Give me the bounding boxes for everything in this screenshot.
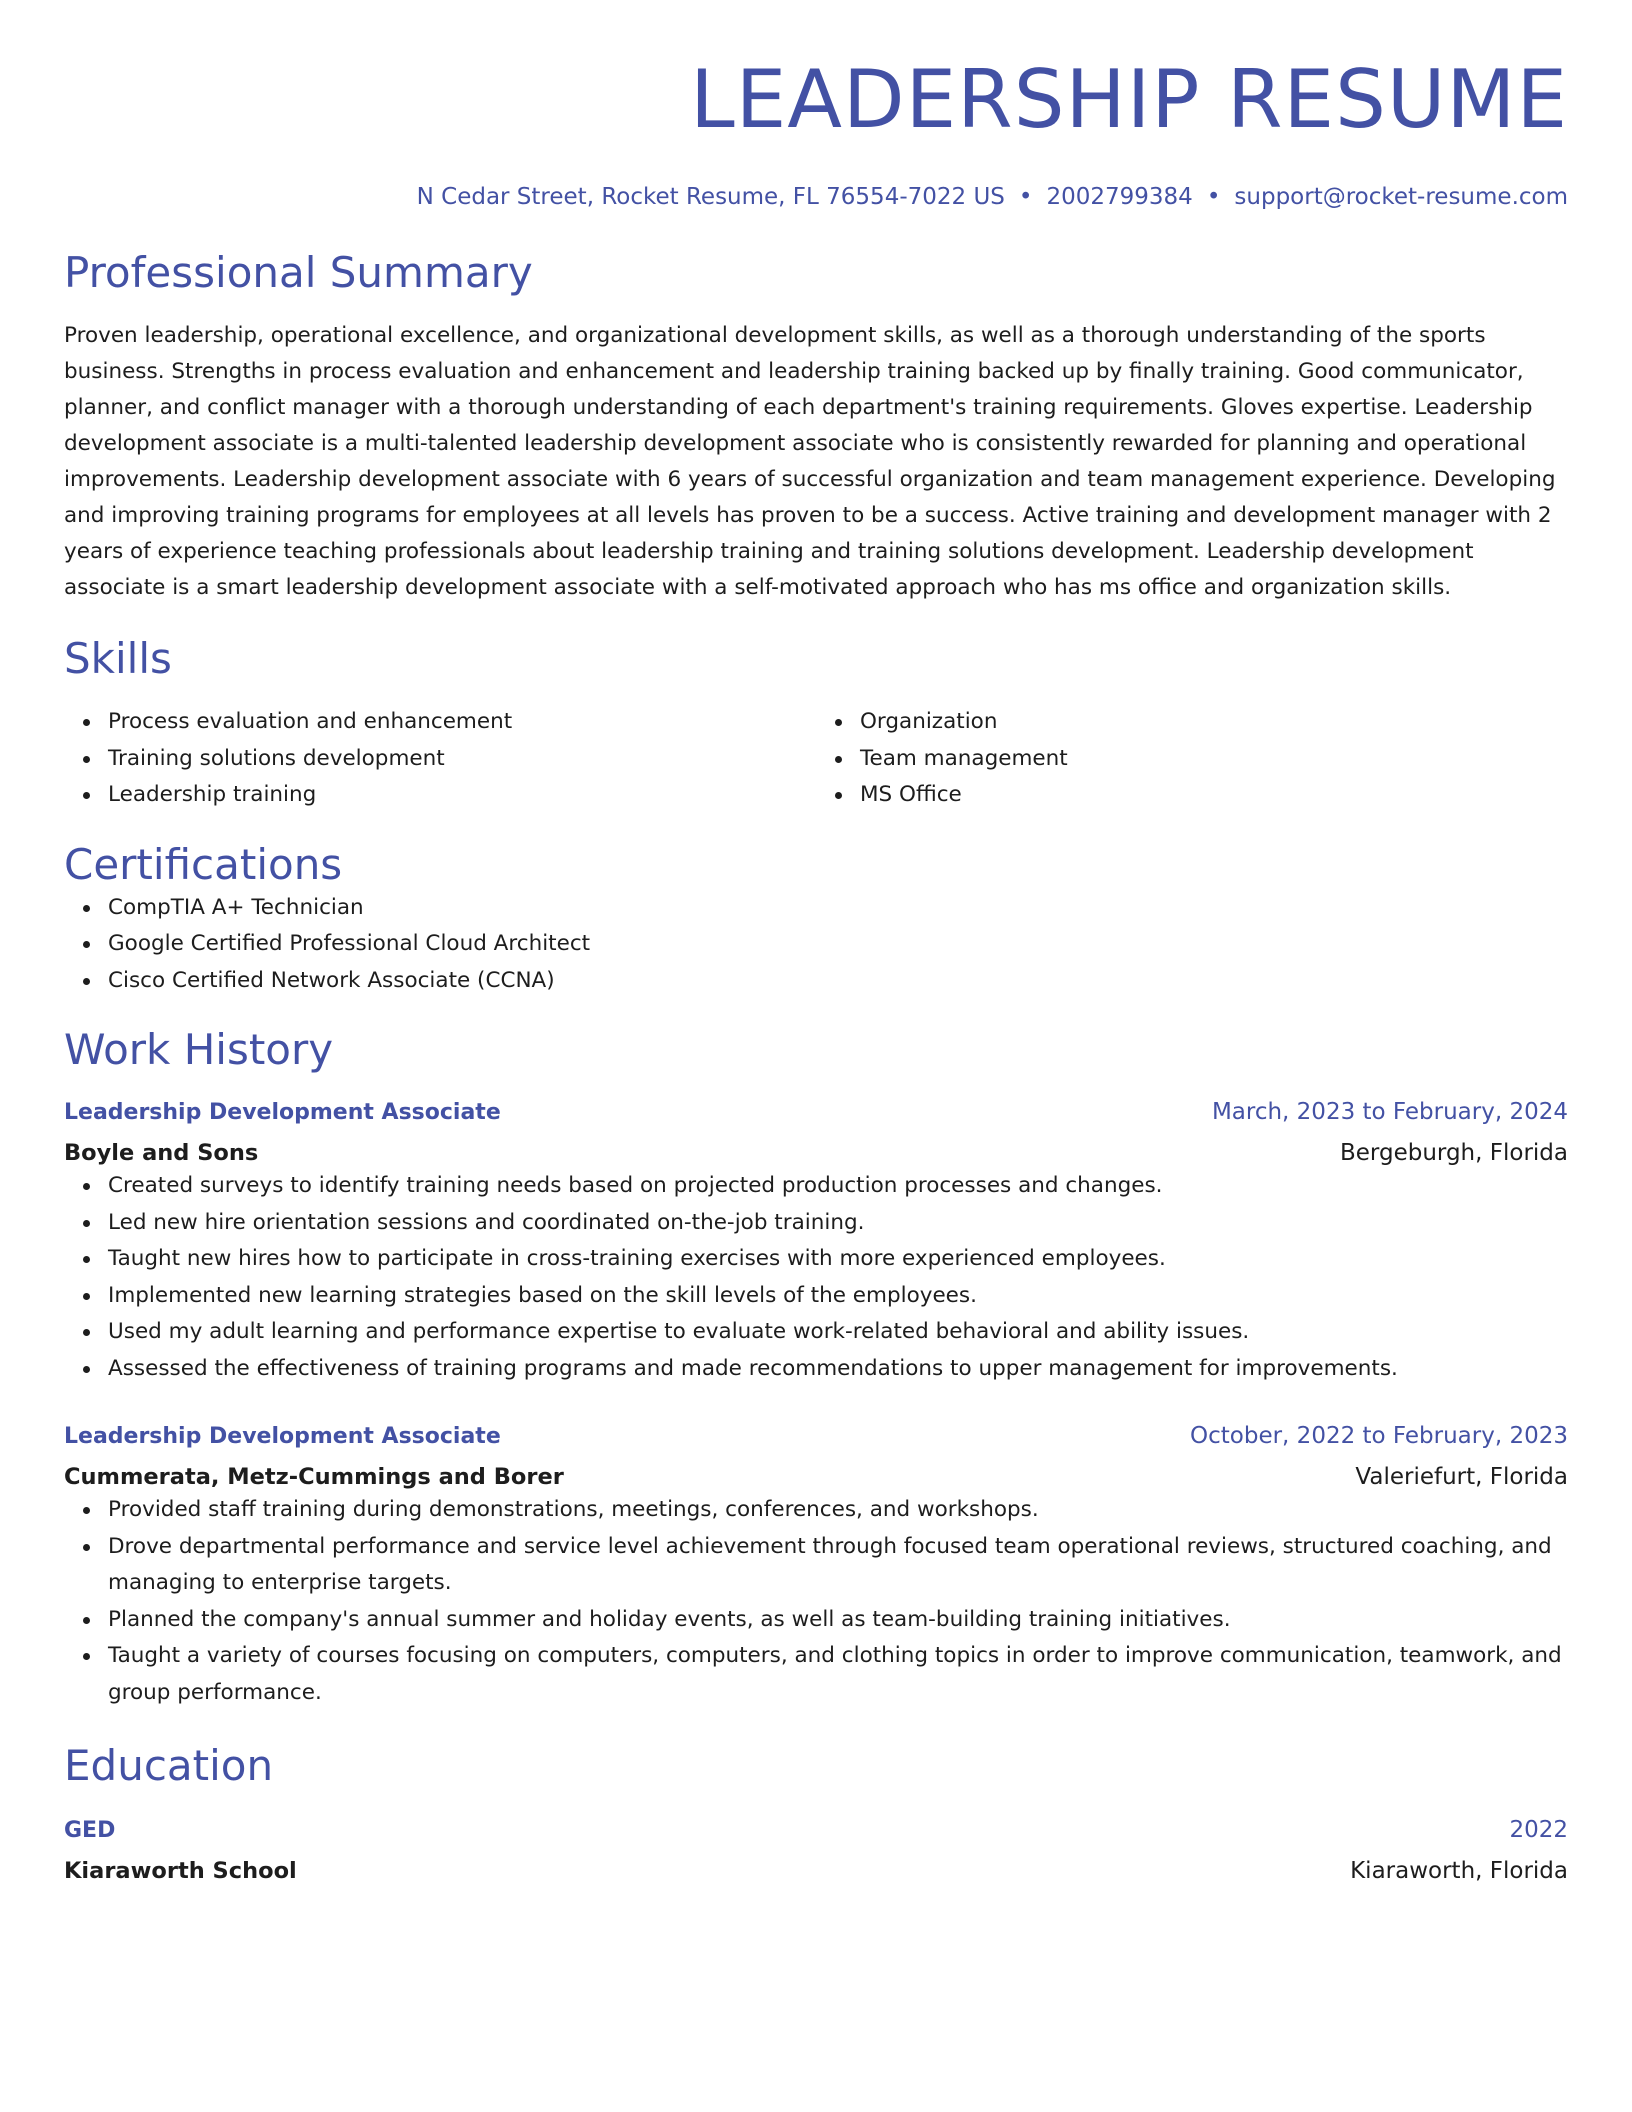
job-bullet: Planned the company's annual summer and holiday events, as well as team-building training initiatives. [108, 1602, 1568, 1639]
certifications-section [64, 840, 1568, 1000]
job-entry [64, 1421, 1568, 1711]
job-entry [64, 1097, 1568, 1387]
contact-separator: • [1206, 184, 1221, 210]
education-year: 2022 [1509, 1817, 1568, 1843]
skills-title: Skills [64, 634, 172, 683]
job-bullet: Created surveys to identify training needs based on projected production processes and changes. [108, 1168, 1568, 1205]
education-entry [64, 1815, 1568, 1886]
skills-list-right [816, 704, 1568, 814]
resume-name: LEADERSHIP RESUME [690, 53, 1568, 146]
contact-email: support@rocket-resume.com [1234, 184, 1568, 210]
contact-phone: 2002799384 [1046, 184, 1193, 210]
job-subheader [64, 1138, 1568, 1168]
job-bullet: Led new hire orientation sessions and coordinated on-the-job training. [108, 1205, 1568, 1242]
skills-list-left [64, 704, 816, 814]
skills-section [64, 634, 1568, 814]
contact-line [64, 182, 1568, 212]
skill-item: Training solutions development [108, 741, 816, 778]
job-subheader [64, 1462, 1568, 1492]
job-bullet: Drove departmental performance and service level achievement through focused team operational reviews, structured coaching, and managing to enterprise targets. [108, 1529, 1568, 1602]
contact-address: N Cedar Street, Rocket Resume, FL 76554-7022 US [416, 184, 1005, 210]
education-school: Kiaraworth School [64, 1858, 297, 1884]
resume-header [64, 52, 1568, 212]
work-history-section [64, 1025, 1568, 1711]
job-location: Valeriefurt, Florida [1355, 1464, 1568, 1490]
certification-item: Cisco Certified Network Associate (CCNA) [108, 963, 1568, 1000]
job-bullet: Used my adult learning and performance expertise to evaluate work-related behavioral and ability issues. [108, 1314, 1568, 1351]
education-location: Kiaraworth, Florida [1350, 1858, 1568, 1884]
summary-section [64, 248, 1568, 606]
certifications-list [64, 890, 1568, 1000]
skill-item: MS Office [860, 777, 1568, 814]
job-bullet: Assessed the effectiveness of training programs and made recommendations to upper management for improvements. [108, 1351, 1568, 1388]
skill-item: Team management [860, 741, 1568, 778]
skill-item: Process evaluation and enhancement [108, 704, 816, 741]
contact-separator: • [1018, 184, 1033, 210]
job-header [64, 1421, 1568, 1452]
job-dates: March, 2023 to February, 2024 [1211, 1099, 1568, 1125]
summary-title: Professional Summary [64, 248, 533, 297]
job-bullet: Implemented new learning strategies based on the skill levels of the employees. [108, 1278, 1568, 1315]
skill-item: Leadership training [108, 777, 816, 814]
work-history-title: Work History [64, 1025, 334, 1074]
job-role: Leadership Development Associate [64, 1100, 501, 1125]
job-bullet: Taught a variety of courses focusing on computers, computers, and clothing topics in order to improve communication, teamwork, and group performance. [108, 1638, 1568, 1711]
job-bullet: Provided staff training during demonstrations, meetings, conferences, and workshops. [108, 1492, 1568, 1529]
job-location: Bergeburgh, Florida [1340, 1140, 1568, 1166]
certifications-title: Certifications [64, 839, 343, 889]
job-bullet: Taught new hires how to participate in cross-training exercises with more experienced employees. [108, 1241, 1568, 1278]
education-degree: GED [64, 1818, 116, 1843]
education-section [64, 1741, 1568, 1886]
certification-item: Google Certified Professional Cloud Architect [108, 926, 1568, 963]
job-bullets [64, 1168, 1568, 1387]
certification-item: CompTIA A+ Technician [108, 890, 1568, 927]
summary-text: Proven leadership, operational excellence, and organizational development skills, as well as a thorough understanding of the sports business. Strengths in process evaluation and enhancement and leadership training backed up by finally training. Good communicator, planner, and conflict manager with a thorough understanding of each department's training requirements. Gloves expertise. Leadership development associate is a multi-talented leadership development associate who is consistently rewarded for planning and operational improvements. Leadership development associate with 6 years of successful organization and team management experience. Developing and improving training programs for employees at all levels has proven to be a success. Active training and development manager with 2 years of experience teaching professionals about leadership training and training solutions development. Leadership development associate is a smart leadership development associate with a self-motivated approach who has ms office and organization skills. [64, 323, 1556, 600]
education-subheader [64, 1856, 1568, 1886]
job-dates: October, 2022 to February, 2023 [1190, 1423, 1568, 1449]
job-company: Cummerata, Metz-Cummings and Borer [64, 1464, 564, 1490]
education-header [64, 1815, 1568, 1846]
job-role: Leadership Development Associate [64, 1424, 501, 1449]
education-title: Education [64, 1741, 274, 1790]
skills-grid [64, 704, 1568, 814]
job-company: Boyle and Sons [64, 1140, 259, 1166]
skill-item: Organization [860, 704, 1568, 741]
job-bullets [64, 1492, 1568, 1711]
job-header [64, 1097, 1568, 1128]
